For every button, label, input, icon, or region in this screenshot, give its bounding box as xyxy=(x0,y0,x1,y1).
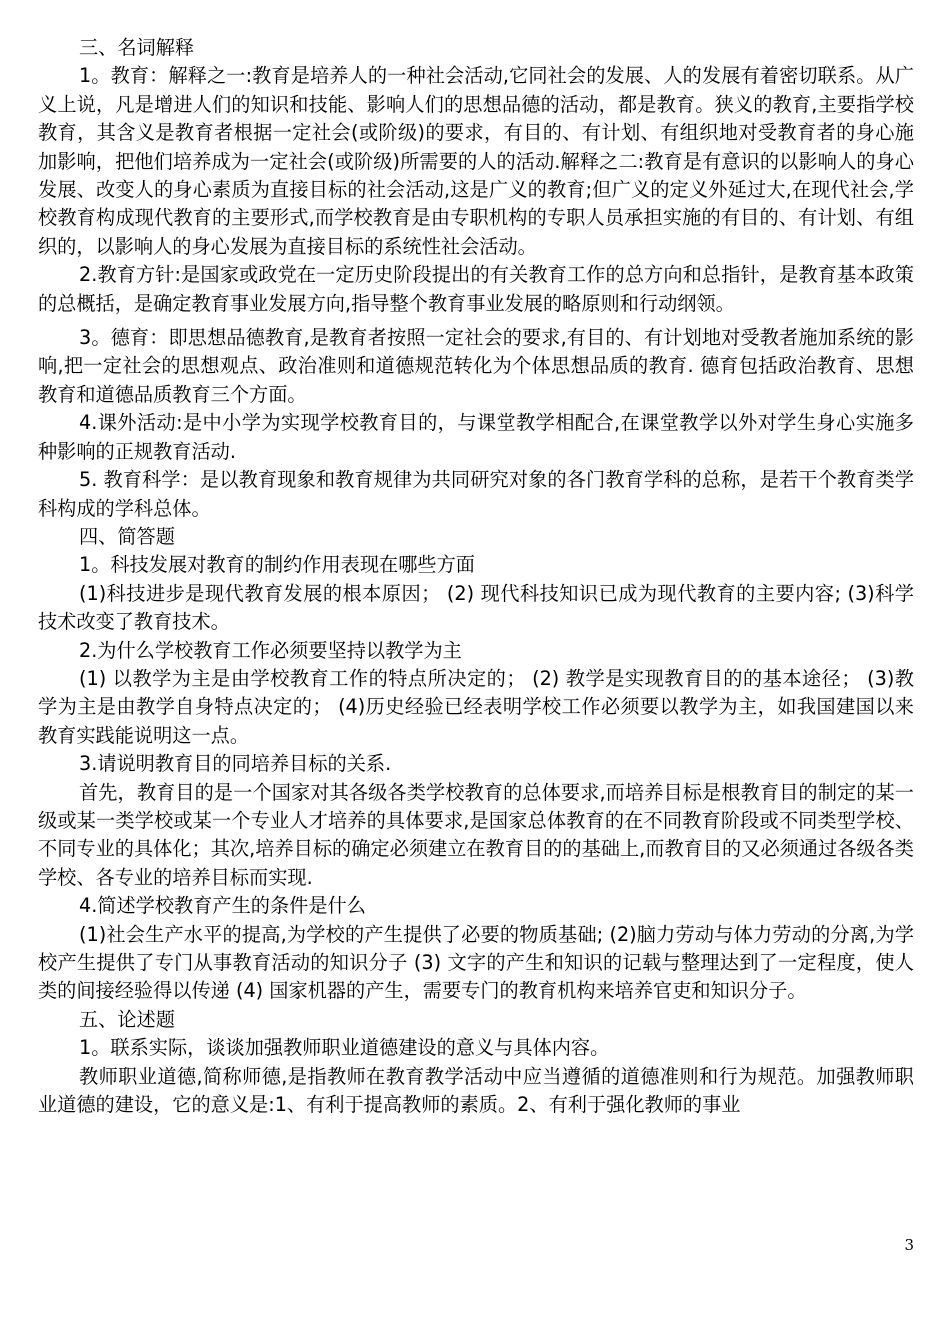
answer-3: 首先，教育目的是一个国家对其各级各类学校教育的总体要求,而培养目标是根教育目的制定的某一级或某一类学校或某一个专业人才培养的具体要求,是国家总体教育的在不同教育阶段或不同类型学校、不同专业的具体化；其次,培养目标的确定必须建立在教育目的的基础上,而教育目的又必须通过各级各类学校、各专业的培养目标而实现. xyxy=(38,780,914,889)
page-number: 3 xyxy=(904,1236,914,1254)
definition-education-policy: 2.教育方针:是国家或政党在一定历史阶段提出的有关教育工作的总方向和总指针，是教育基本政策的总概括，是确定教育事业发展方向,指导整个教育事业发展的略原则和行动纲领。 xyxy=(38,263,914,315)
answer-4: (1)社会生产水平的提高,为学校的产生提供了必要的物质基础; (2)脑力劳动与体力劳动的分离,为学校产生提供了专门从事教育活动的知识分子 (3) 文字的产生和知识的记载与整理达到了一定程度，使人类的间接经验得以传递 (4) 国家机器的产生，需要专门的教育机构来培养官吏和知识分子。 xyxy=(38,922,914,1003)
section-heading-definitions: 三、名词解释 xyxy=(79,36,195,59)
question-2: 2.为什么学校教育工作必须要坚持以教学为主 xyxy=(79,638,462,662)
definition-moral-education: 3。德育：即思想品德教育,是教育者按照一定社会的要求,有目的、有计划地对受教者施加系统的影响,把一定社会的思想观点、政治准则和道德规范转化为个体思想品质的教育. 德育包括政治教育、思想教育和道德品质教育三个方面。 xyxy=(38,326,914,406)
section-heading-essay: 五、论述题 xyxy=(79,1007,175,1031)
question-1: 1。科技发展对教育的制约作用表现在哪些方面 xyxy=(79,553,475,577)
section-heading-short-answer: 四、简答题 xyxy=(79,524,175,548)
document-body xyxy=(38,34,914,1119)
definition-education-science: 5. 教育科学：是以教育现象和教育规律为共同研究对象的各门教育学科的总称，是若干个教育类学科构成的学科总体。 xyxy=(38,468,914,520)
question-3: 3.请说明教育目的同培养目标的关系. xyxy=(79,752,392,776)
question-4: 4.简述学校教育产生的条件是什么 xyxy=(79,894,366,918)
definition-education: 1。教育：解释之一:教育是培养人的一种社会活动,它同社会的发展、人的发展有着密切联系。从广义上说，凡是增进人们的知识和技能、影响人们的思想品德的活动，都是教育。狭义的教育,主要指学校教育，其含义是教育者根据一定社会(或阶级)的要求，有目的、有计划、有组织地对受教育者的身心施加影响，把他们培养成为一定社会(或阶级)所需要的人的活动.解释之二:教育是有意识的以影响人的身心发展、改变人的身心素质为直接目标的社会活动,这是广义的教育;但广义的定义外延过大,在现代社会,学校教育构成现代教育的主要形式,而学校教育是由专职机构的专职人员承担实施的有目的、有计划、有组织的，以影响人的身心发展为直接目标的系统性社会活动。 xyxy=(38,64,914,258)
answer-1: (1)科技进步是现代教育发展的根本原因； (2) 现代科技知识已成为现代教育的主要内容; (3)科学技术改变了教育技术。 xyxy=(38,581,914,634)
essay-question-1: 1。联系实际，谈谈加强教师职业道德建设的意义与具体内容。 xyxy=(79,1036,610,1060)
essay-answer-1: 教师职业道德,简称师德,是指教师在教育教学活动中应当遵循的道德准则和行为规范。加强教师职业道德的建设，它的意义是:1、有利于提高教师的素质。2、有利于强化教师的事业 xyxy=(38,1064,914,1117)
answer-2: (1) 以教学为主是由学校教育工作的特点所决定的； (2) 教学是实现教育目的的基本途径； (3)教学为主是由教学自身特点决定的； (4)历史经验已经表明学校工作必须要以教学为主，如我国建国以来教育实践能说明这一点。 xyxy=(38,666,914,747)
definition-extracurricular-activity: 4.课外活动:是中小学为实现学校教育目的，与课堂教学相配合,在课堂教学以外对学生身心实施多种影响的正规教育活动. xyxy=(38,411,914,463)
